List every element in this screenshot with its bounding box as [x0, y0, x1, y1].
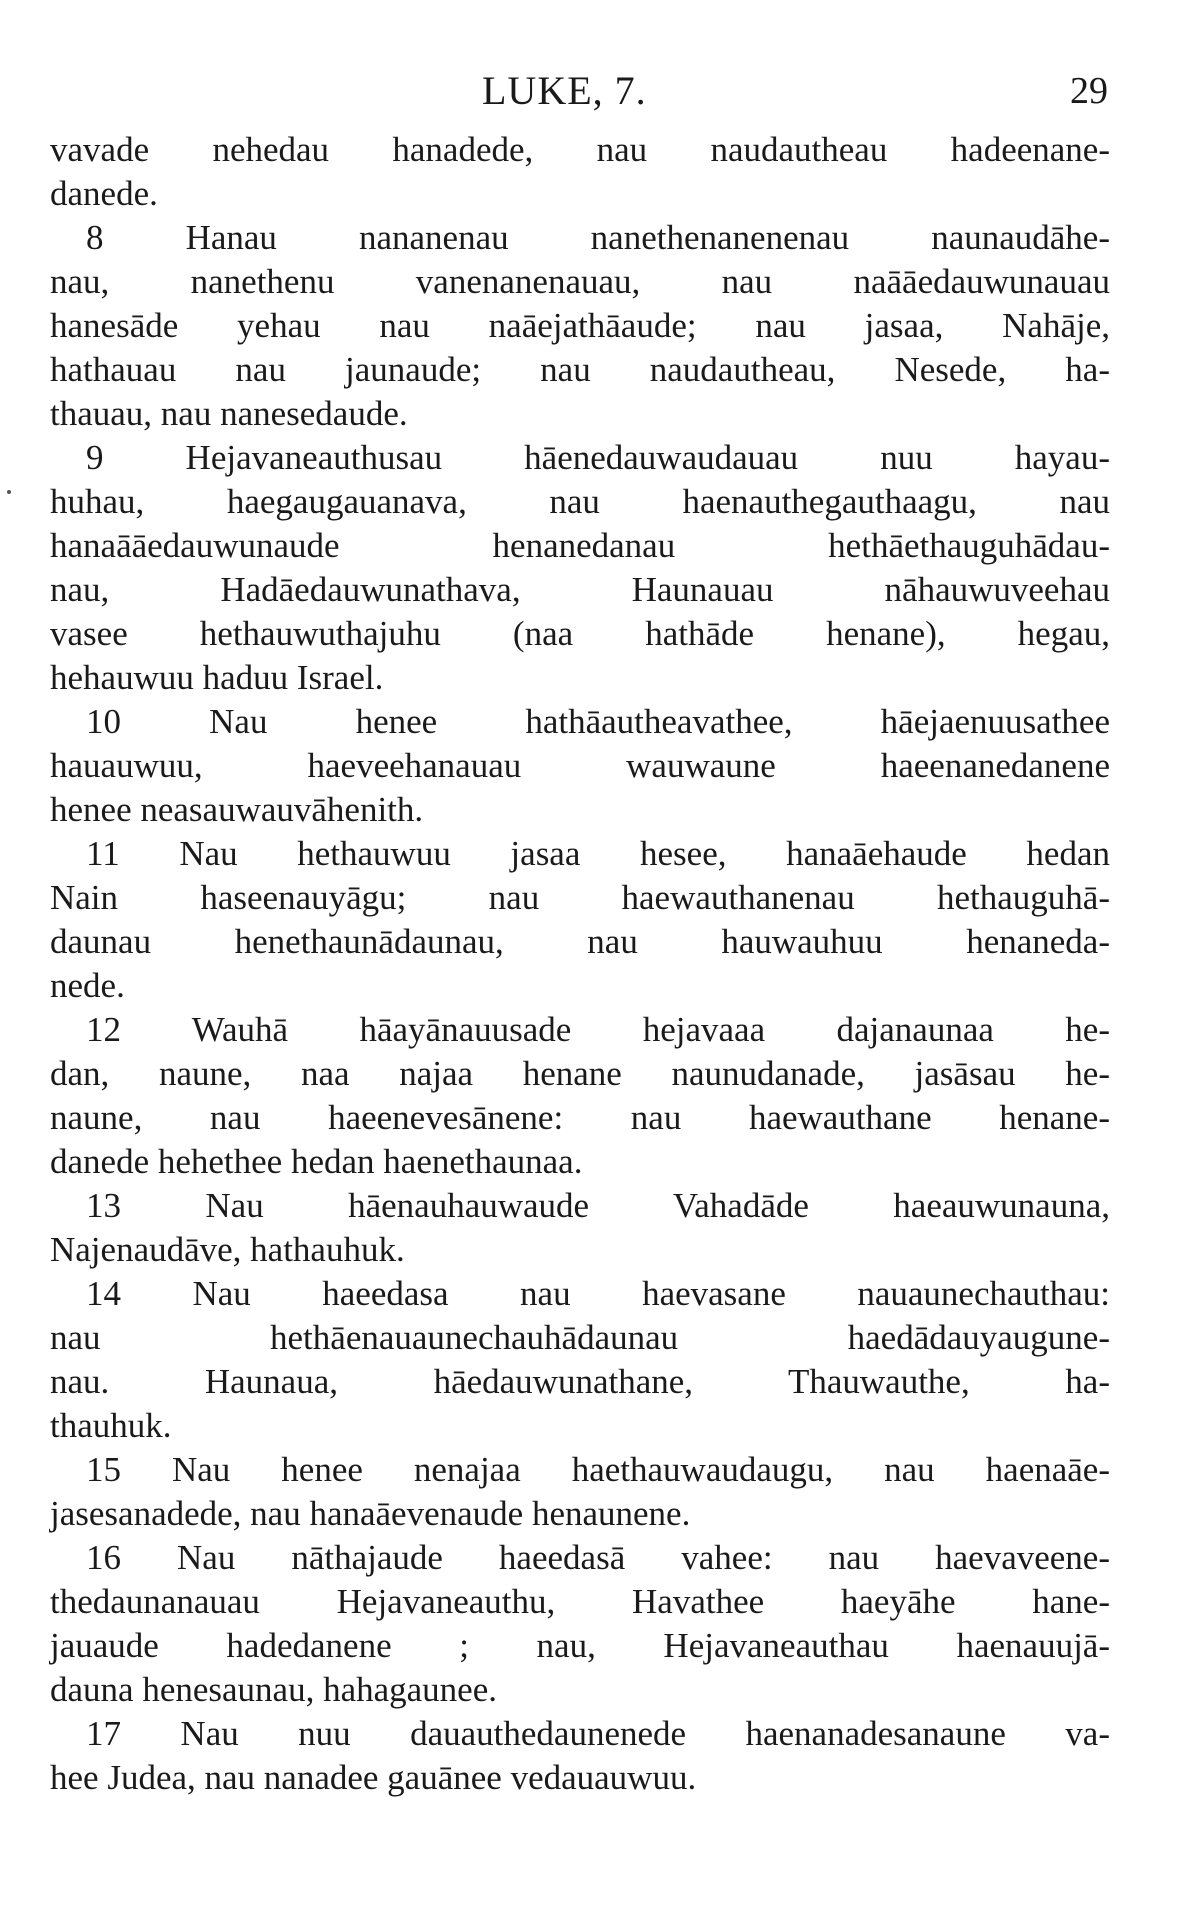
margin-speck — [7, 490, 11, 494]
text-line: Nain haseenauyāgu; nau haewauthanenau hethauguhā- — [50, 878, 1110, 917]
text-line: dauna henesaunau, hahagaunee. — [50, 1670, 498, 1709]
text-line: vasee hethauwuthajuhu (naa hathāde henane), hegau, — [50, 614, 1110, 653]
running-head — [0, 66, 1184, 116]
text-line: 15 Nau henee nenajaa haethauwaudaugu, nau haenaāe- — [86, 1450, 1110, 1489]
text-line: nau, Hadāedauwunathava, Haunauau nāhauwuveehau — [50, 570, 1110, 609]
text-line: danede hehethee hedan haenethaunaa. — [50, 1142, 583, 1181]
text-line: nau. Haunaua, hāedauwunathane, Thauwauthe, ha- — [50, 1362, 1110, 1401]
text-line: 11 Nau hethauwuu jasaa hesee, hanaāehaude hedan — [86, 834, 1110, 873]
text-line: hanaāāedauwunaude henanedanau hethāethauguhādau- — [50, 526, 1110, 565]
text-line: 17 Nau nuu dauauthedaunenede haenanadesanaune va- — [86, 1714, 1110, 1753]
text-line: thedaunanauau Hejavaneauthu, Havathee haeyāhe hane- — [50, 1582, 1110, 1621]
text-line: daunau henethaunādaunau, nau hauwauhuu henaneda- — [50, 922, 1110, 961]
chapter-title: LUKE, 7. — [482, 68, 647, 113]
text-line: 16 Nau nāthajaude haeedasā vahee: nau haevaveene- — [86, 1538, 1110, 1577]
text-line: 13 Nau hāenauhauwaude Vahadāde haeauwunauna, — [86, 1186, 1110, 1225]
text-line: 9 Hejavaneauthusau hāenedauwaudauau nuu hayau- — [86, 438, 1110, 477]
text-line: hathauau nau jaunaude; nau naudautheau, Nesede, ha- — [50, 350, 1110, 389]
text-line: nau, nanethenu vanenanenauau, nau naāāedauwunauau — [50, 262, 1110, 301]
text-line: hauauwuu, haeveehanauau wauwaune haeenanedanene — [50, 746, 1110, 785]
text-line: jauaude hadedanene ; nau, Hejavaneauthau haenauujā- — [50, 1626, 1110, 1665]
text-line: dan, naune, naa najaa henane naunudanade, jasāsau he- — [50, 1054, 1110, 1093]
text-line: hanesāde yehau nau naāejathāaude; nau jasaa, Nahāje, — [50, 306, 1110, 345]
text-line: nede. — [50, 966, 125, 1005]
verse-text-block — [50, 128, 1110, 1800]
text-line: jasesanadede, nau hanaāevenaude henaunene. — [50, 1494, 691, 1533]
text-line: 14 Nau haeedasa nau haevasane nauaunechauthau: — [86, 1274, 1110, 1313]
text-line: 8 Hanau nananenau nanethenanenenau naunaudāhe- — [86, 218, 1110, 257]
text-line: vavade nehedau hanadede, nau naudautheau hadeenane- — [50, 130, 1110, 169]
text-line: nau hethāenauaunechauhādaunau haedādauyaugune- — [50, 1318, 1110, 1357]
text-line: huhau, haegaugauanava, nau haenauthegauthaagu, nau — [50, 482, 1110, 521]
text-line: hehauwuu haduu Israel. — [50, 658, 384, 697]
text-line: thauhuk. — [50, 1406, 172, 1445]
text-line: naune, nau haeenevesānene: nau haewauthane henane- — [50, 1098, 1110, 1137]
text-line: Najenaudāve, hathauhuk. — [50, 1230, 405, 1269]
text-line: henee neasauwauvāhenith. — [50, 790, 424, 829]
text-line: 12 Wauhā hāayānauusade hejavaaa dajanaunaa he- — [86, 1010, 1110, 1049]
text-line: danede. — [50, 174, 158, 213]
text-line: 10 Nau henee hathāautheavathee, hāejaenuusathee — [86, 702, 1110, 741]
text-line: hee Judea, nau nanadee gauānee vedauauwuu. — [50, 1758, 697, 1797]
page-number: 29 — [1070, 70, 1108, 112]
text-line: thauau, nau nanesedaude. — [50, 394, 408, 433]
